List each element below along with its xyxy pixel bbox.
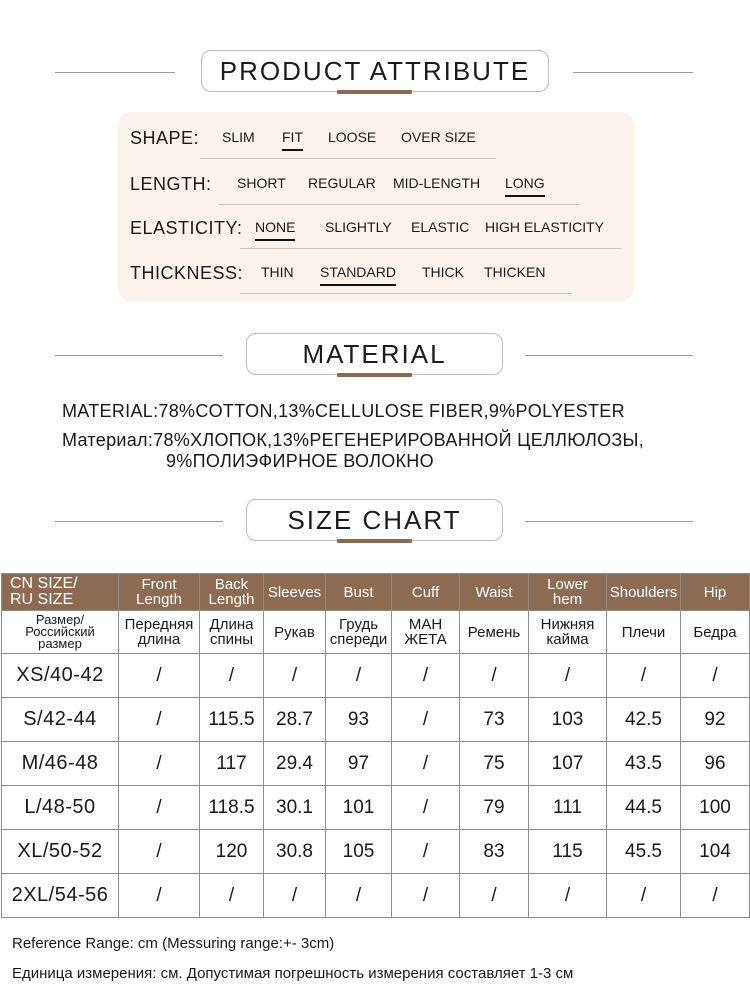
thickness-line xyxy=(240,293,572,294)
heading-accent xyxy=(337,539,412,543)
header-cell xyxy=(119,611,200,654)
header-text: Плечи xyxy=(621,623,666,641)
measurement-cell: 93 xyxy=(326,698,392,742)
table-row xyxy=(2,830,750,874)
size-chart-heading xyxy=(0,499,750,545)
header-cell xyxy=(607,574,681,611)
length-option-short: SHORT xyxy=(237,175,286,191)
elasticity-label: ELASTICITY: xyxy=(130,218,243,238)
elasticity-option-slightly: SLIGHTLY xyxy=(325,219,392,235)
heading-rule-left xyxy=(55,521,223,522)
header-text: размер xyxy=(38,636,82,651)
measurement-cell: / xyxy=(326,874,392,918)
header-text: Нижняя xyxy=(540,616,595,633)
measurement-cell: 115 xyxy=(529,830,607,874)
header-text: Hip xyxy=(703,583,727,601)
header-cell xyxy=(264,611,326,654)
table-row xyxy=(2,874,750,918)
header-text: Российский xyxy=(25,624,95,639)
product-attribute-title: PRODUCT ATTRIBUTE xyxy=(201,50,549,92)
header-text: Cuff xyxy=(411,583,440,601)
measurement-cell: 105 xyxy=(326,830,392,874)
measurement-cell: 30.8 xyxy=(264,830,326,874)
measurement-cell: 83 xyxy=(460,830,529,874)
measurement-cell: 120 xyxy=(200,830,264,874)
header-text: hem xyxy=(552,591,583,608)
length-option-midlength: MID-LENGTH xyxy=(393,175,481,191)
measurement-cell: 73 xyxy=(460,698,529,742)
measurement-cell: / xyxy=(681,654,750,698)
material-en-value: 78%COTTON,13%CELLULOSE FIBER,9%POLYESTER xyxy=(158,401,625,421)
header-text: RU SIZE xyxy=(10,591,74,608)
header-text: спереди xyxy=(329,631,388,648)
header-text: Размер/ xyxy=(35,612,85,627)
reference-note-en: Reference Range: cm (Messuring range:+- 3cm) xyxy=(12,935,335,952)
elasticity-option-elastic: ELASTIC xyxy=(411,219,470,235)
size-label-cell: L/48-50 xyxy=(2,786,119,830)
header-text: Waist xyxy=(475,583,513,601)
size-label-cell: XL/50-52 xyxy=(2,830,119,874)
measurement-cell: / xyxy=(119,654,200,698)
header-cell xyxy=(200,574,264,611)
measurement-cell: / xyxy=(392,654,460,698)
measurement-cell: 43.5 xyxy=(607,742,681,786)
measurement-cell: 117 xyxy=(200,742,264,786)
attribute-panel xyxy=(118,112,634,302)
header-text: кайма xyxy=(546,631,589,648)
attr-row-length xyxy=(118,168,634,208)
material-en-line xyxy=(62,401,625,422)
measurement-cell: 97 xyxy=(326,742,392,786)
header-cell xyxy=(200,611,264,654)
thickness-option-thicken: THICKEN xyxy=(484,264,546,280)
header-text: Shoulders xyxy=(609,583,678,601)
length-option-long: LONG xyxy=(505,175,545,191)
table-row xyxy=(2,742,750,786)
header-text: спины xyxy=(209,631,254,648)
header-text: Ремень xyxy=(467,623,521,641)
header-text: Длина xyxy=(209,616,254,633)
header-cell xyxy=(264,574,326,611)
material-ru-value-2: 9%ПОЛИЭФИРНОЕ ВОЛОКНО xyxy=(166,451,434,471)
table-row xyxy=(2,654,750,698)
header-cell xyxy=(326,611,392,654)
header-cell xyxy=(392,574,460,611)
size-chart-body xyxy=(2,654,750,918)
shape-line xyxy=(200,158,496,159)
measurement-cell: / xyxy=(607,874,681,918)
measurement-cell: / xyxy=(119,698,200,742)
measurement-cell: 96 xyxy=(681,742,750,786)
measurement-cell: 118.5 xyxy=(200,786,264,830)
measurement-cell: / xyxy=(264,654,326,698)
reference-note-ru: Единица измерения: см. Допустимая погрешность измерения составляет 1-3 см xyxy=(12,965,574,982)
measurement-cell: / xyxy=(119,830,200,874)
table-row xyxy=(2,698,750,742)
product-attribute-heading xyxy=(0,50,750,96)
measurement-cell: / xyxy=(681,874,750,918)
measurement-cell: 101 xyxy=(326,786,392,830)
measurement-cell: / xyxy=(392,874,460,918)
heading-rule-right xyxy=(573,72,693,73)
size-label-cell: S/42-44 xyxy=(2,698,119,742)
measurement-cell: 115.5 xyxy=(200,698,264,742)
header-cell xyxy=(392,611,460,654)
measurement-cell: / xyxy=(529,654,607,698)
heading-rule-right xyxy=(525,355,693,356)
measurement-cell: / xyxy=(119,874,200,918)
header-cell xyxy=(681,611,750,654)
header-text: Back xyxy=(214,576,249,593)
measurement-cell: / xyxy=(200,874,264,918)
measurement-cell: 100 xyxy=(681,786,750,830)
attr-row-elasticity xyxy=(118,212,634,252)
attr-row-shape xyxy=(118,122,634,162)
measurement-cell: 45.5 xyxy=(607,830,681,874)
header-cell xyxy=(326,574,392,611)
heading-rule-left xyxy=(55,355,223,356)
material-title: MATERIAL xyxy=(246,333,503,375)
header-text: Lower xyxy=(547,576,588,593)
header-cell xyxy=(681,574,750,611)
header-text: Грудь xyxy=(338,616,379,633)
material-heading xyxy=(0,333,750,379)
measurement-cell: / xyxy=(264,874,326,918)
size-chart-table xyxy=(1,573,750,918)
header-text: CN SIZE/ xyxy=(10,575,78,592)
measurement-cell: / xyxy=(392,830,460,874)
header-text: МАН xyxy=(408,616,443,633)
size-label-cell: M/46-48 xyxy=(2,742,119,786)
heading-rule-left xyxy=(55,72,175,73)
header-cell xyxy=(460,611,529,654)
measurement-cell: / xyxy=(119,786,200,830)
material-en-label: MATERIAL: xyxy=(62,401,159,421)
elasticity-option-high: HIGH ELASTICITY xyxy=(485,219,605,235)
header-row-ru xyxy=(2,611,750,654)
measurement-cell: 103 xyxy=(529,698,607,742)
measurement-cell: 92 xyxy=(681,698,750,742)
header-cell xyxy=(529,611,607,654)
length-line xyxy=(218,204,580,205)
measurement-cell: 111 xyxy=(529,786,607,830)
header-text: Передняя xyxy=(124,616,194,633)
measurement-cell: / xyxy=(460,654,529,698)
measurement-cell: 30.1 xyxy=(264,786,326,830)
measurement-cell: 44.5 xyxy=(607,786,681,830)
measurement-cell: / xyxy=(607,654,681,698)
header-text: Sleeves xyxy=(267,583,322,601)
material-ru-line xyxy=(62,430,644,451)
length-label: LENGTH: xyxy=(130,174,212,194)
header-cell xyxy=(460,574,529,611)
shape-option-loose: LOOSE xyxy=(328,129,377,145)
header-cell xyxy=(119,574,200,611)
header-cell xyxy=(607,611,681,654)
measurement-cell: / xyxy=(392,786,460,830)
header-text: длина xyxy=(137,631,181,648)
header-row-en xyxy=(2,574,750,611)
heading-rule-right xyxy=(525,521,693,522)
size-label-cell: 2XL/54-56 xyxy=(2,874,119,918)
heading-accent xyxy=(337,373,412,377)
header-text: Бедра xyxy=(693,623,737,641)
thickness-option-thick: THICK xyxy=(422,264,464,280)
header-text: Bust xyxy=(343,583,374,601)
header-text: Length xyxy=(136,591,182,608)
measurement-cell: / xyxy=(200,654,264,698)
measurement-cell: 104 xyxy=(681,830,750,874)
measurement-cell: 42.5 xyxy=(607,698,681,742)
measurement-cell: 28.7 xyxy=(264,698,326,742)
header-text: ЖЕТА xyxy=(404,631,447,648)
measurement-cell: / xyxy=(392,698,460,742)
shape-option-slim: SLIM xyxy=(222,129,255,145)
heading-accent xyxy=(337,90,412,94)
elasticity-option-none: NONE xyxy=(255,219,296,235)
length-option-regular: REGULAR xyxy=(308,175,376,191)
size-label-cell: XS/40-42 xyxy=(2,654,119,698)
size-chart-header xyxy=(2,574,750,654)
material-ru-label: Материал: xyxy=(62,430,154,450)
thickness-option-thin: THIN xyxy=(261,264,294,280)
header-text: Length xyxy=(208,591,255,608)
attr-row-thickness xyxy=(118,257,634,297)
measurement-cell: / xyxy=(460,874,529,918)
measurement-cell: / xyxy=(529,874,607,918)
measurement-cell: / xyxy=(326,654,392,698)
header-text: Front xyxy=(141,576,177,593)
thickness-label: THICKNESS: xyxy=(130,263,244,283)
material-ru-value-1: 78%ХЛОПОК,13%РЕГЕНЕРИРОВАННОЙ ЦЕЛЛЮЛОЗЫ, xyxy=(153,430,645,450)
header-cell xyxy=(529,574,607,611)
shape-option-oversize: OVER SIZE xyxy=(401,129,476,145)
measurement-cell: 75 xyxy=(460,742,529,786)
measurement-cell: 29.4 xyxy=(264,742,326,786)
size-chart-title: SIZE CHART xyxy=(246,499,503,541)
thickness-option-standard: STANDARD xyxy=(320,264,396,280)
measurement-cell: / xyxy=(119,742,200,786)
shape-label: SHAPE: xyxy=(130,128,200,148)
header-text: Рукав xyxy=(274,623,315,641)
table-row xyxy=(2,786,750,830)
elasticity-line xyxy=(240,248,622,249)
header-cell xyxy=(2,574,119,611)
measurement-cell: 107 xyxy=(529,742,607,786)
measurement-cell: 79 xyxy=(460,786,529,830)
shape-option-fit: FIT xyxy=(282,129,303,145)
measurement-cell: / xyxy=(392,742,460,786)
header-cell xyxy=(2,611,119,654)
